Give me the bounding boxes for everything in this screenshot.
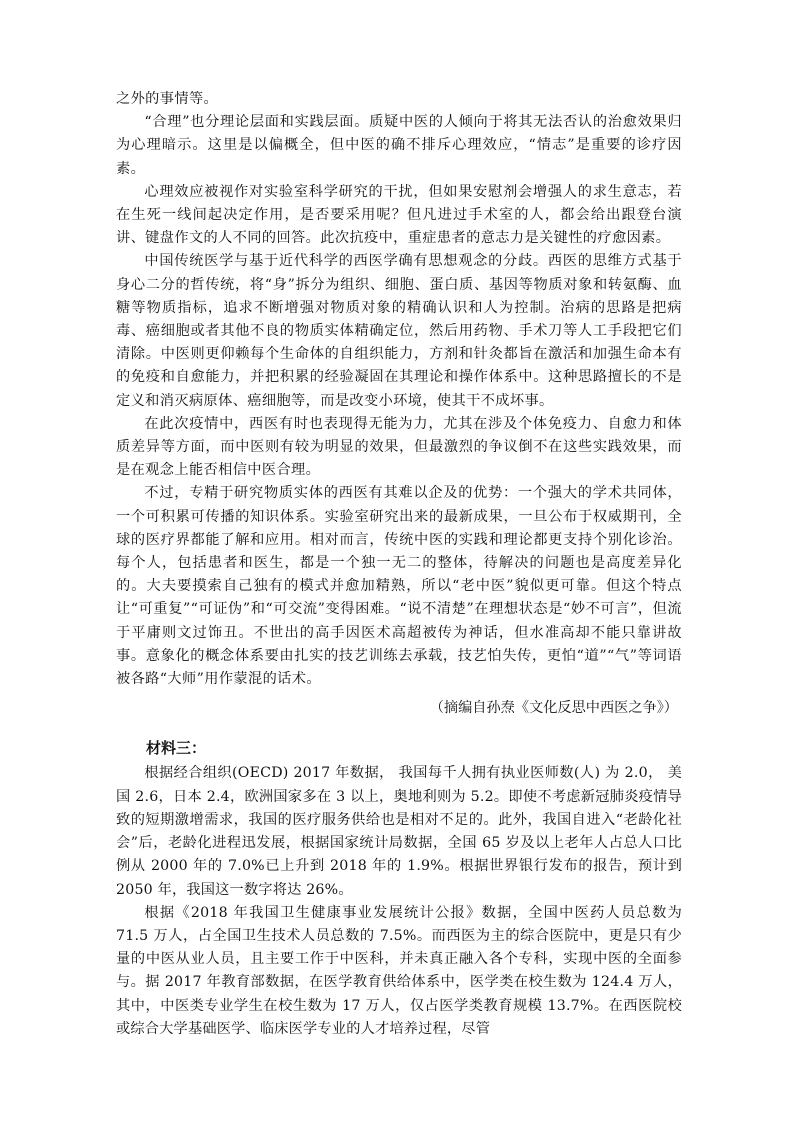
paragraph-psychological-effect: 心理效应被视作对实验室科学研究的干扰，但如果安慰剂会增强人的求生意志，若在生死一线间起决定作用，是否要采用呢？但凡进过手术室的人，都会给出跟登台演讲、键盘作文的人不同的回答。此次抗疫中，重症患者的意志力是关键性的疗愈因素。 bbox=[116, 183, 682, 247]
material-three-section bbox=[116, 736, 682, 1040]
paragraph-oecd-data: 根据经合组织(OECD) 2017 年数据， 我国每千人拥有执业医师数(人) 为 2.0， 美国 2.6，日本 2.4，欧洲国家多在 3 以上，奥地利则为 5.2。即使不考虑新冠肺炎疫情导致的短期激增需求，我国的医疗服务供给也是相对不足的。此外，我国自进入“老龄化社会”后，老龄化进程迅发展，根据国家统计局数据，全国 65 岁及以上老年人占总人口比例从 2000 年的 7.0%已上升到 2018 年的 1.9%。根据世界银行发布的报告，预计到 2050 年，我国这一数字将达 26%。 bbox=[116, 765, 682, 898]
paragraph-rationality: “合理”也分理论层面和实践层面。质疑中医的人倾向于将其无法否认的治愈效果归为心理暗示。这里是以偏概全，但中医的确不排斥心理效应，“情志”是重要的诊疗因素。 bbox=[116, 114, 682, 177]
source-citation: （摘编自孙焘《文化反思中西医之争》） bbox=[429, 700, 678, 717]
document-page bbox=[116, 88, 682, 1041]
paragraph-thought-divergence: 中国传统医学与基于近代科学的西医学确有思想观念的分歧。西医的思维方式基于身心二分的哲传统，将“身”拆分为组织、细胞、蛋白质、基因等物质对象和转氨酶、血糖等物质指标，追求不断增强对物质对象的精确认识和人为控制。治病的思路是把病毒、癌细胞或者其他不良的物质实体精确定位，然后用药物、手术刀等人工手段把它们清除。中医则更仰赖每个生命体的自组织能力，方剂和针灸都旨在激活和加强生命本有的免疫和自愈能力，并把积累的经验凝固在其理论和操作体系中。这种思路擅长的不是定义和消灭病原体、癌细胞等，而是改变小环境，使其干不成坏事。 bbox=[116, 253, 682, 409]
paragraph-tcm-statistics: 根据《2018 年我国卫生健康事业发展统计公报》数据，全国中医药人员总数为 71.5 万人，占全国卫生技术人员总数的 7.5%。而西医为主的综合医院中，更是只有少量的中医从业人员，且主要工作于中医科，并未真正融入各个专科，实现中医的全面参与。据 2017 年教育部数据，在医学教育供给体系中，医学类在校生数为 124.4 万人，其中，中医类专业学生在校生数为 17 万人，仅占医学类教育规模 13.7%。在西医院校或综合大学基础医学、临床医学专业的人才培养过程，尽管 bbox=[116, 904, 682, 1037]
paragraph-western-advantage: 不过，专精于研究物质实体的西医有其难以企及的优势：一个强大的学术共同体，一个可积累可传播的知识体系。实验室研究出来的最新成果，一旦公布于权威期刊，全球的医疗界都能了解和应用。相对而言，传统中医的实践和理论都更支持个别化诊治。每个人，包括患者和医生，都是一个独一无二的整体，待解决的问题也是高度差异化的。大夫要摸索自己独有的模式并愈加精熟，所以“老中医”貌似更可靠。但这个特点让“可重复”“可证伪”和“可交流”变得困难。“说不清楚”在理想状态是“妙不可言”，但流于平庸则文过饰丑。不世出的高手因医术高超被传为神话，但水准高却不能只靠讲故事。意象化的概念体系要由扎实的技艺训练去承载，技艺怕失传，更怕“道”“气”等词语被各路“大师”用作蒙混的话术。 bbox=[116, 485, 682, 688]
opening-line: 之外的事情等。 bbox=[116, 91, 219, 107]
material-three-heading: 材料三： bbox=[146, 739, 207, 758]
paragraph-epidemic-performance: 在此次疫情中，西医有时也表现得无能为力，尤其在涉及个体免疫力、自愈力和体质差异等方面，而中医则有较为明显的效果，但最激烈的争议倒不在这些实践效果，而是在观念上能否相信中医合理。 bbox=[116, 415, 682, 479]
